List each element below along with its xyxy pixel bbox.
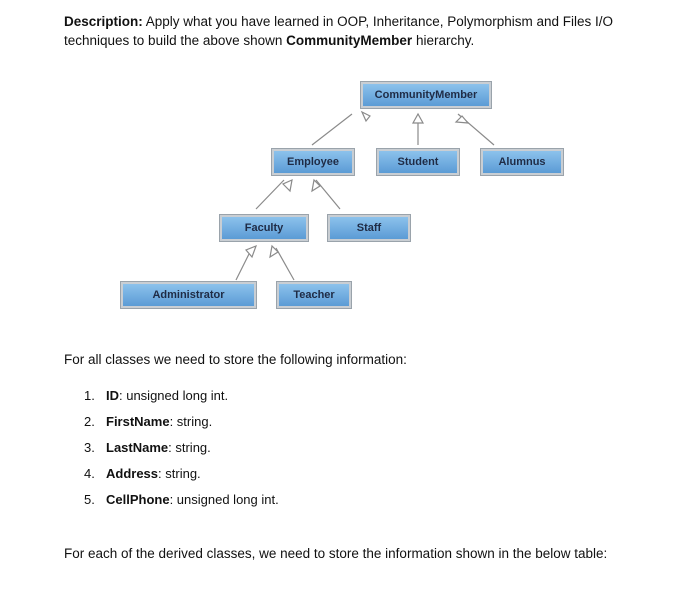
list-number: 1. [84,388,95,403]
intro-paragraph: For all classes we need to store the following information: [64,352,407,367]
field-type: : unsigned long int. [119,388,229,403]
field-name: ID [106,388,119,403]
class-label: Employee [287,156,339,168]
field-name: LastName [106,440,169,455]
class-label: Faculty [244,222,284,234]
class-box-teacher [277,282,351,308]
class-box-faculty [220,215,308,241]
field-type: : string. [158,466,201,481]
class-box-alumnus [481,149,563,175]
fields-list [84,388,279,518]
list-item [84,440,279,466]
list-item [84,414,279,440]
class-box-staff [328,215,410,241]
class-box-employee [272,149,354,175]
list-number: 3. [84,440,95,455]
list-number: 2. [84,414,95,429]
description-label: Description: [64,14,143,29]
class-label: Administrator [152,289,225,301]
description-text-2: hierarchy. [412,33,475,48]
list-item [84,388,279,414]
field-name: CellPhone [106,492,170,507]
field-type: : string. [169,414,213,429]
field-type: : string. [168,440,211,455]
field-type: : unsigned long int. [169,492,279,507]
class-box-student [377,149,459,175]
class-label: Alumnus [498,156,546,168]
class-box-administrator [121,282,256,308]
footer-paragraph: For each of the derived classes, we need to store the information shown in the below table: [64,546,608,561]
class-label: Staff [356,222,382,234]
description-class-name: CommunityMember [286,33,413,48]
list-number: 4. [84,466,95,481]
list-item [84,492,279,518]
class-label: Student [397,156,439,168]
class-box-community-member [361,82,491,108]
class-label: Teacher [293,289,335,301]
list-number: 5. [84,492,95,507]
description-text-1: Apply what you have learned in OOP, Inheritance, Polymorphism and Files I/O techniques to build the above shown [64,14,614,48]
field-name: FirstName [106,414,170,429]
field-name: Address [106,466,159,481]
list-item [84,466,279,492]
inheritance-lines [236,114,494,280]
class-label: CommunityMember [374,89,478,101]
